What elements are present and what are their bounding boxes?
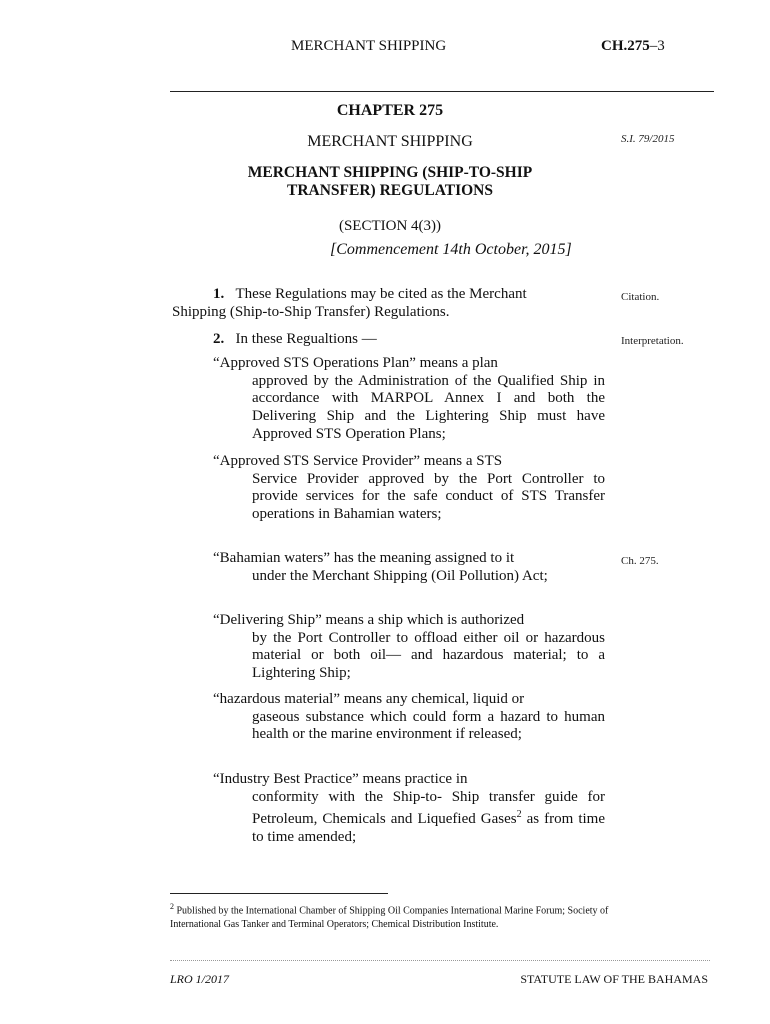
footer-left: LRO 1/2017 [170,972,230,986]
section-reference: (SECTION 4(3)) [338,218,442,234]
definition-item [213,771,605,847]
si-reference: S.I. 79/2015 [621,133,675,145]
running-title: MERCHANT SHIPPING [291,38,447,54]
footer-right: STATUTE LAW OF THE BAHAMAS [520,972,708,986]
definition-item [213,355,605,444]
page-suffix: –3 [649,38,665,54]
footnote-reference[interactable]: 2 [516,809,522,821]
definition-body-text: conformity with the Ship-to- Ship transfer guide for Petroleum, Chemicals and Liquefied Gases [252,788,605,828]
footnote-rule [170,893,388,894]
header-rule [170,91,714,92]
margin-note-interpretation: Interpretation. [621,335,684,347]
definition-body: Service Provider approved by the Port Controller to provide services for the safe conduct of STS Transfer operations in Bahamian waters; [252,470,605,523]
definition-term-line: “Delivering Ship” means a ship which is authorized [213,612,525,628]
definition-term-line: “Approved STS Operations Plan” means a plan [213,355,498,371]
regulation-1 [172,286,605,321]
regulations-title-line1: MERCHANT SHIPPING (SHIP-TO-SHIP [247,164,533,181]
chapter-ref: CH.275 [601,38,650,54]
definition-term-line: “Industry Best Practice” means practice in [213,771,468,787]
footer-rule [170,960,710,961]
commencement: [Commencement 14th October, 2015] [330,241,572,258]
footnote-text: Published by the International Chamber of Shipping Oil Companies International Marine Forum; Society of International Gas Tanker and Terminal Operators; Chemical Distribution Institute. [170,905,609,930]
regulation-1-text-line1: These Regulations may be cited as the Merchant [235,286,527,302]
definition-body-tail: as from time to time amended; [252,811,605,846]
regulation-2-text: In these Regualtions — [235,331,377,347]
regulations-title [180,164,600,200]
definition-item [213,691,605,744]
definition-term-line: “Approved STS Service Provider” means a STS [213,453,503,469]
regulation-2 [172,331,605,349]
regulation-1-number: 1. [213,286,225,302]
regulations-title-line2: TRANSFER) REGULATIONS [287,182,493,199]
definition-body: approved by the Administration of the Qualified Ship in accordance with MARPOL Annex I and both the Delivering Ship and the Lightering Ship must have Approved STS Operation Plans; [252,372,605,442]
chapter-name: MERCHANT SHIPPING [307,133,473,150]
definition-body [213,789,605,847]
page-number [601,38,665,55]
margin-note-chapter: Ch. 275. [621,555,659,567]
definition-item [213,550,605,585]
regulation-1-text-line2: Shipping (Ship-to-Ship Transfer) Regulations. [172,303,450,320]
definition-body: under the Merchant Shipping (Oil Pollution) Act; [252,567,548,584]
footnote [170,900,610,931]
definition-item [213,453,605,524]
footnote-marker: 2 [170,902,174,911]
definition-term-line: “hazardous material” means any chemical, liquid or [213,691,525,707]
chapter-number: CHAPTER 275 [336,102,444,119]
definition-term-line: “Bahamian waters” has the meaning assigned to it [213,550,515,566]
regulation-2-number: 2. [213,331,225,347]
definition-body: gaseous substance which could form a hazard to human health or the marine environment if released; [252,708,605,743]
margin-note-citation: Citation. [621,291,660,303]
definition-item [213,612,605,683]
definition-body: by the Port Controller to offload either oil or hazardous material or both oil— and hazardous material; to a Lightering Ship; [252,629,605,682]
